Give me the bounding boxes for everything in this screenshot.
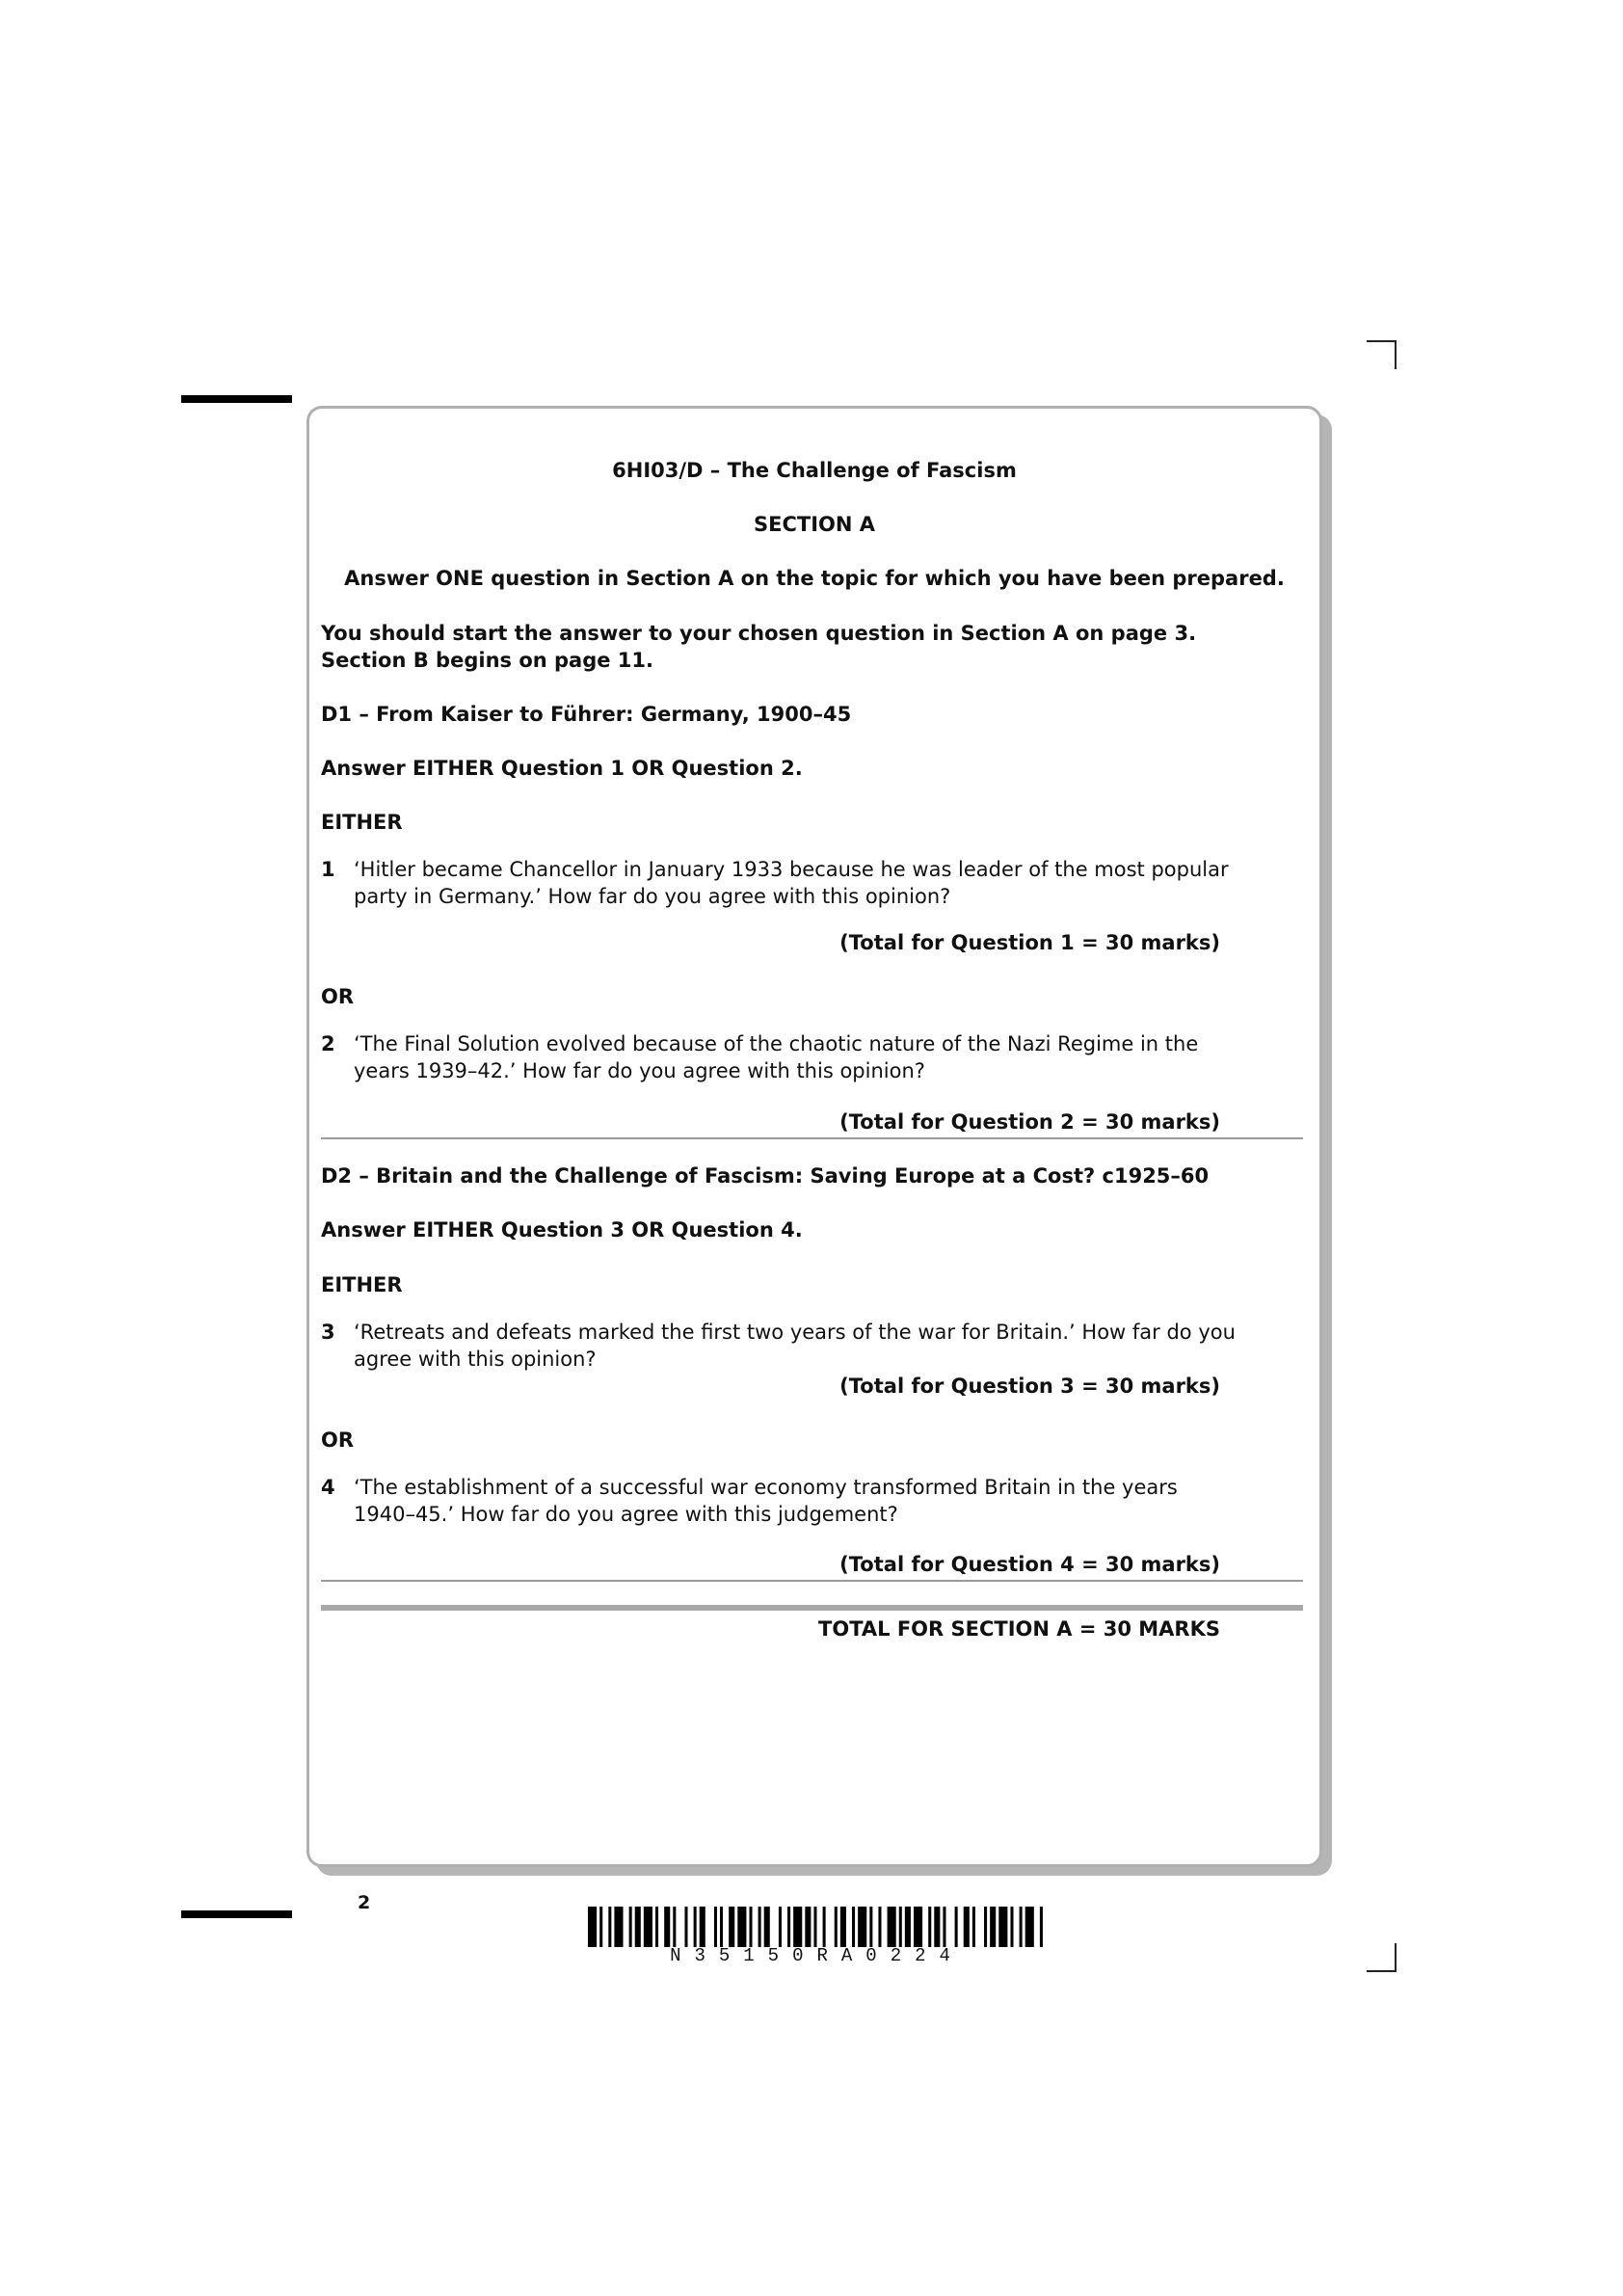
question-2-line1: ‘The Final Solution evolved because of the chaotic nature of the Nazi Regime in the [354,1032,1199,1055]
barcode-bar [943,1907,945,1947]
divider [321,1137,1303,1139]
barcode-bar [813,1907,816,1947]
or-label: OR [321,1428,355,1452]
barcode-bar [764,1907,770,1947]
barcode-bar [888,1907,896,1947]
barcode-bar [840,1907,846,1947]
barcode-bar [869,1907,872,1947]
barcode-bar [608,1907,611,1947]
barcode-bar [737,1907,746,1947]
barcode-bar [1020,1907,1023,1947]
barcode-bar [990,1907,996,1947]
barcode-bar [964,1907,970,1947]
barcode-bar [779,1907,782,1947]
question-1-line1: ‘Hitler became Chancellor in January 1933 because he was leader of the most popular [354,858,1229,881]
crop-mark [1395,1943,1397,1972]
barcode-bar [914,1907,922,1947]
paper-title: 6HI03/D – The Challenge of Fascism [612,459,1017,482]
barcode-bar [835,1907,838,1947]
barcode-bar [729,1907,734,1947]
barcode-bar [878,1907,881,1947]
barcode-bar [655,1907,658,1947]
barcode-bar [972,1907,975,1947]
start-note-line1: You should start the answer to your chosen question in Section A on page 3. [321,622,1197,645]
barcode-bar [644,1907,652,1947]
section-instruction: Answer ONE question in Section A on the topic for which you have been prepared. [344,567,1285,590]
barcode-bar [700,1907,705,1947]
question-4-line2: 1940–45.’ How far do you agree with this judgement? [354,1503,898,1526]
barcode-bar [928,1907,931,1947]
barcode-bar [858,1907,866,1947]
barcode-bar [934,1907,940,1947]
barcode-bar [629,1907,632,1947]
barcode-bar [664,1907,670,1947]
crop-mark [1395,340,1397,369]
question-1-marks: (Total for Question 1 = 30 marks) [839,931,1220,954]
barcode-bar [984,1907,987,1947]
margin-bar-top [181,395,292,403]
question-3-line2: agree with this opinion? [354,1348,597,1371]
barcode-bar [758,1907,761,1947]
start-note-line2: Section B begins on page 11. [321,649,654,672]
barcode-bar [1040,1907,1043,1947]
either-label: EITHER [321,811,403,834]
barcode-bar [955,1907,958,1947]
topic-instruction-d2: Answer EITHER Question 3 OR Question 4. [321,1218,803,1241]
question-1-line2: party in Germany.’ How far do you agree with this opinion? [354,885,951,908]
barcode-bar [588,1907,597,1947]
barcode-bar [787,1907,790,1947]
divider [321,1580,1303,1582]
question-3-marks: (Total for Question 3 = 30 marks) [839,1375,1220,1398]
question-4-line1: ‘The establishment of a successful war economy transformed Britain in the years [354,1476,1178,1499]
barcode-bar [673,1907,676,1947]
topic-title-d2: D2 – Britain and the Challenge of Fascism: Saving Europe at a Cost? c1925–60 [321,1164,1210,1188]
barcode-bar [714,1907,717,1947]
barcode-bar [1025,1907,1034,1947]
topic-title-d1: D1 – From Kaiser to Führer: Germany, 1900–45 [321,703,852,726]
barcode-bar [635,1907,641,1947]
barcode-bar [749,1907,752,1947]
page-number: 2 [358,1892,371,1913]
barcode-bar [905,1907,911,1947]
either-label: EITHER [321,1273,403,1296]
barcode-icon [588,1907,1046,1947]
question-2-marks: (Total for Question 2 = 30 marks) [839,1110,1220,1134]
barcode-bar [1010,1907,1013,1947]
question-4-marks: (Total for Question 4 = 30 marks) [839,1553,1220,1576]
question-3-line1: ‘Retreats and defeats marked the first two years of the war for Britain.’ How far do you [354,1321,1236,1344]
barcode-text: N35150RA0224 [670,1945,964,1966]
question-number: 4 [321,1476,335,1499]
question-number: 1 [321,858,335,881]
margin-bar-bottom [181,1910,292,1918]
barcode-bar [805,1907,811,1947]
question-2-line2: years 1939–42.’ How far do you agree with this opinion? [354,1059,925,1082]
or-label: OR [321,985,355,1008]
topic-instruction-d1: Answer EITHER Question 1 OR Question 2. [321,757,803,780]
question-number: 2 [321,1032,335,1055]
barcode-bar [899,1907,902,1947]
crop-mark [1367,340,1396,342]
section-title: SECTION A [753,513,875,536]
barcode-bar [599,1907,602,1947]
crop-mark [1367,1970,1396,1972]
question-number: 3 [321,1321,335,1344]
barcode-bar [823,1907,826,1947]
section-divider [321,1605,1303,1611]
barcode-bar [684,1907,687,1947]
section-total: TOTAL FOR SECTION A = 30 MARKS [818,1617,1220,1641]
barcode-bar [793,1907,802,1947]
barcode-bar [694,1907,697,1947]
barcode-bar [998,1907,1007,1947]
barcode-bar [852,1907,855,1947]
barcode-bar [720,1907,723,1947]
barcode-bar [614,1907,623,1947]
